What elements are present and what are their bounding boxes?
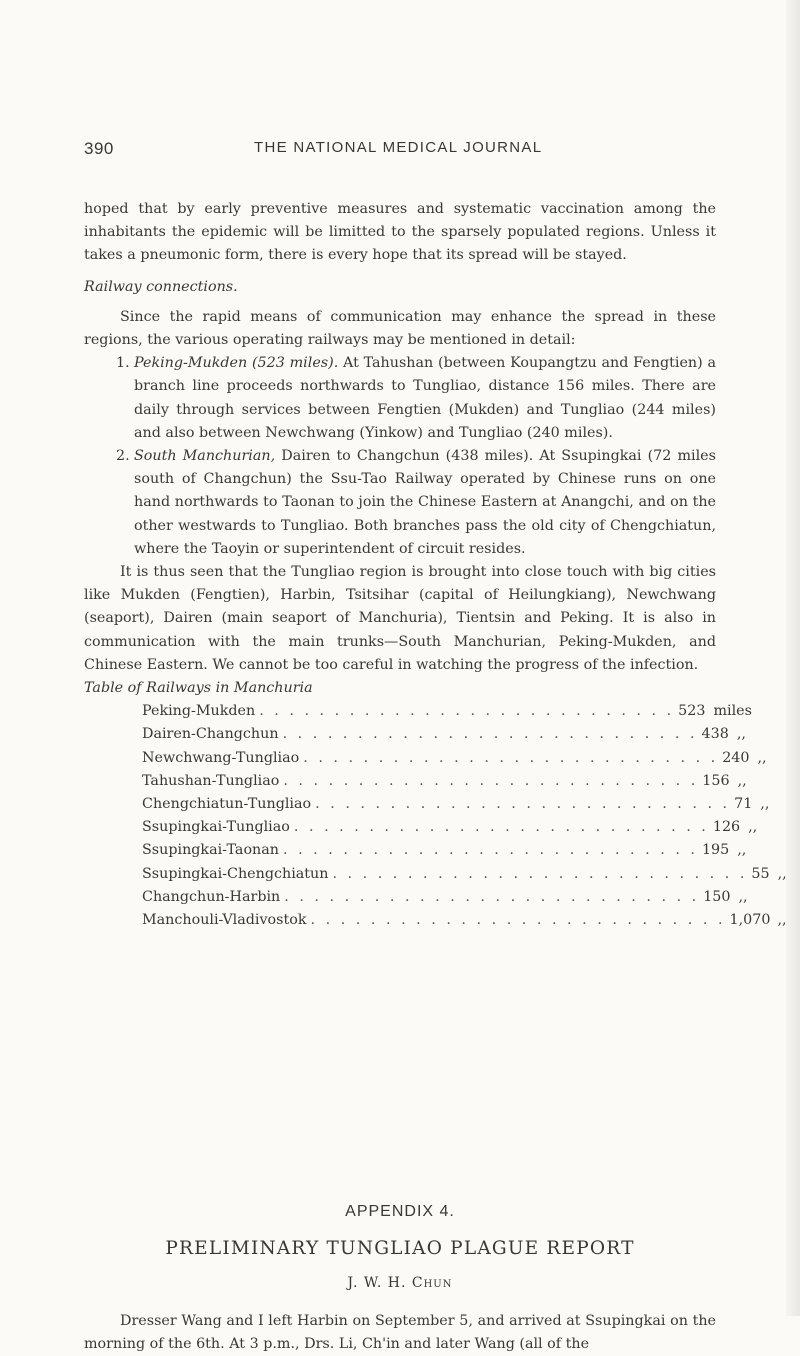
table-row bbox=[142, 747, 767, 770]
list-item-number: 2. bbox=[116, 448, 130, 465]
distance-unit: ,, bbox=[737, 772, 747, 789]
route-distance: 55 bbox=[751, 865, 770, 882]
leader-dots: . . . . . . . . . . . . . . . . . . . . . . . . . . . . bbox=[293, 819, 709, 836]
route-name: Dairen-Changchun bbox=[142, 726, 279, 743]
route-distance: 156 bbox=[702, 772, 730, 789]
list-item-text: Dairen to Changchun (438 miles). At Ssupingkai (72 miles south of Changchun) the Ssu-Tao Railway operated by Chinese runs on one hand northwards to Taonan to join the Chinese Eastern at Anangchi, and on the other westwards to Tungliao. Both branches pass the old city of Chengchiatun, where the Taoyin or superintendent of circuit resides. bbox=[134, 448, 716, 557]
closing-paragraph: Dresser Wang and I left Harbin on September 5, and arrived at Ssupingkai on the morning of the 6th. At 3 p.m., Drs. Li, Ch'in and later Wang (all of the bbox=[84, 1313, 716, 1353]
leader-dots: . . . . . . . . . . . . . . . . . . . . . . . . . . . . bbox=[284, 888, 700, 905]
appendix-label: APPENDIX 4. bbox=[345, 1203, 455, 1220]
table-row bbox=[142, 770, 747, 793]
report-title: PRELIMINARY TUNGLIAO PLAGUE REPORT bbox=[165, 1238, 635, 1259]
leader-dots: . . . . . . . . . . . . . . . . . . . . . . . . . . . . bbox=[283, 772, 699, 789]
route-distance: 126 bbox=[712, 819, 741, 836]
distance-unit: ,, bbox=[738, 888, 748, 905]
route-distance: 195 bbox=[701, 842, 730, 859]
section-intro: Since the rapid means of communication may enhance the spread in these regions, the various operating railways may be mentioned in detail: bbox=[84, 308, 716, 349]
author-byline bbox=[0, 1275, 800, 1291]
distance-unit: ,, bbox=[757, 749, 767, 766]
route-distance: 438 bbox=[701, 726, 729, 743]
page-number: 390 bbox=[84, 139, 114, 158]
table-row bbox=[142, 816, 758, 839]
route-name: Ssupingkai-Taonan bbox=[142, 842, 279, 859]
leader-dots: . . . . . . . . . . . . . . . . . . . . . . . . . . . . bbox=[310, 911, 726, 928]
distance-unit: ,, bbox=[736, 726, 746, 743]
table-row bbox=[142, 909, 787, 932]
distance-unit: ,, bbox=[777, 865, 787, 882]
author-initials: J. W. H. bbox=[347, 1275, 407, 1291]
body-text bbox=[84, 198, 787, 932]
leader-dots: . . . . . . . . . . . . . . . . . . . . . . . . . . . . bbox=[332, 865, 748, 882]
running-head: THE NATIONAL MEDICAL JOURNAL bbox=[254, 139, 543, 156]
distance-unit: ,, bbox=[748, 819, 758, 836]
list-item-title: South Manchurian, bbox=[134, 448, 276, 465]
table-row bbox=[142, 723, 746, 746]
summary-paragraph: It is thus seen that the Tungliao region is brought into close touch with big cities like Mukden (Fengtien), Harbin, Tsitsihar (capital of Heilungkiang), Newchwang (seaport), Dairen (main seaport of Manchuria), Tientsin and Peking. It is also in communication with the main trunks—South Manchurian, Peking-Mukden, and Chinese Eastern. We cannot be too careful in watching the progress of the infection. bbox=[84, 564, 716, 673]
leader-dots: . . . . . . . . . . . . . . . . . . . . . . . . . . . . bbox=[282, 726, 698, 743]
route-name: Changchun-Harbin bbox=[142, 888, 281, 905]
route-distance: 523 bbox=[678, 703, 706, 720]
table-row bbox=[142, 863, 787, 886]
route-distance: 71 bbox=[734, 796, 753, 813]
table-title: Table of Railways in Manchuria bbox=[84, 680, 313, 697]
railway-table bbox=[142, 700, 787, 932]
table-row bbox=[142, 839, 747, 862]
distance-unit: ,, bbox=[760, 796, 770, 813]
author-surname: Chun bbox=[411, 1275, 453, 1291]
list-item bbox=[84, 445, 716, 561]
leader-dots: . . . . . . . . . . . . . . . . . . . . . . . . . . . . bbox=[303, 749, 719, 766]
route-distance: 150 bbox=[703, 888, 731, 905]
leader-dots: . . . . . . . . . . . . . . . . . . . . . . . . . . . . bbox=[315, 796, 731, 813]
list-item bbox=[84, 352, 716, 445]
route-name: Newchwang-Tungliao bbox=[142, 749, 300, 766]
route-name: Peking-Mukden bbox=[142, 703, 256, 720]
leader-dots: . . . . . . . . . . . . . . . . . . . . . . . . . . . . bbox=[259, 703, 675, 720]
route-name: Manchouli-Vladivostok bbox=[142, 911, 307, 928]
railway-list bbox=[84, 352, 716, 561]
section-heading: Railway connections. bbox=[84, 278, 238, 295]
list-item-number: 1. bbox=[116, 355, 130, 372]
list-item-title: Peking-Mukden (523 miles). bbox=[134, 355, 339, 372]
list-item-text: At Tahushan (between Koupangtzu and Fengtien) a branch line proceeds northwards to Tungliao, distance 156 miles. There are daily through services between Fengtien (Mukden) and Tungliao (244 miles) and also between Newchwang (Yinkow) and Tungliao (240 miles). bbox=[134, 355, 716, 441]
route-distance: 240 bbox=[722, 749, 750, 766]
intro-paragraph: hoped that by early preventive measures and systematic vaccination among the inhabitants the epidemic will be limitted to the sparsely populated regions. Unless it takes a pneumonic form, there is every hope that its spread will be stayed. bbox=[84, 201, 716, 264]
route-name: Tahushan-Tungliao bbox=[142, 772, 280, 789]
page-edge bbox=[786, 0, 800, 1316]
table-row bbox=[142, 700, 752, 723]
route-name: Ssupingkai-Tungliao bbox=[142, 819, 290, 836]
distance-unit: ,, bbox=[777, 911, 787, 928]
distance-unit: miles bbox=[713, 703, 752, 720]
route-name: Chengchiatun-Tungliao bbox=[142, 796, 312, 813]
route-name: Ssupingkai-Chengchiatun bbox=[142, 865, 329, 882]
page-header bbox=[84, 139, 724, 163]
leader-dots: . . . . . . . . . . . . . . . . . . . . . . . . . . . . bbox=[283, 842, 698, 859]
route-distance: 1,070 bbox=[729, 911, 771, 928]
table-row bbox=[142, 886, 748, 909]
table-row bbox=[142, 793, 770, 816]
distance-unit: ,, bbox=[737, 842, 747, 859]
